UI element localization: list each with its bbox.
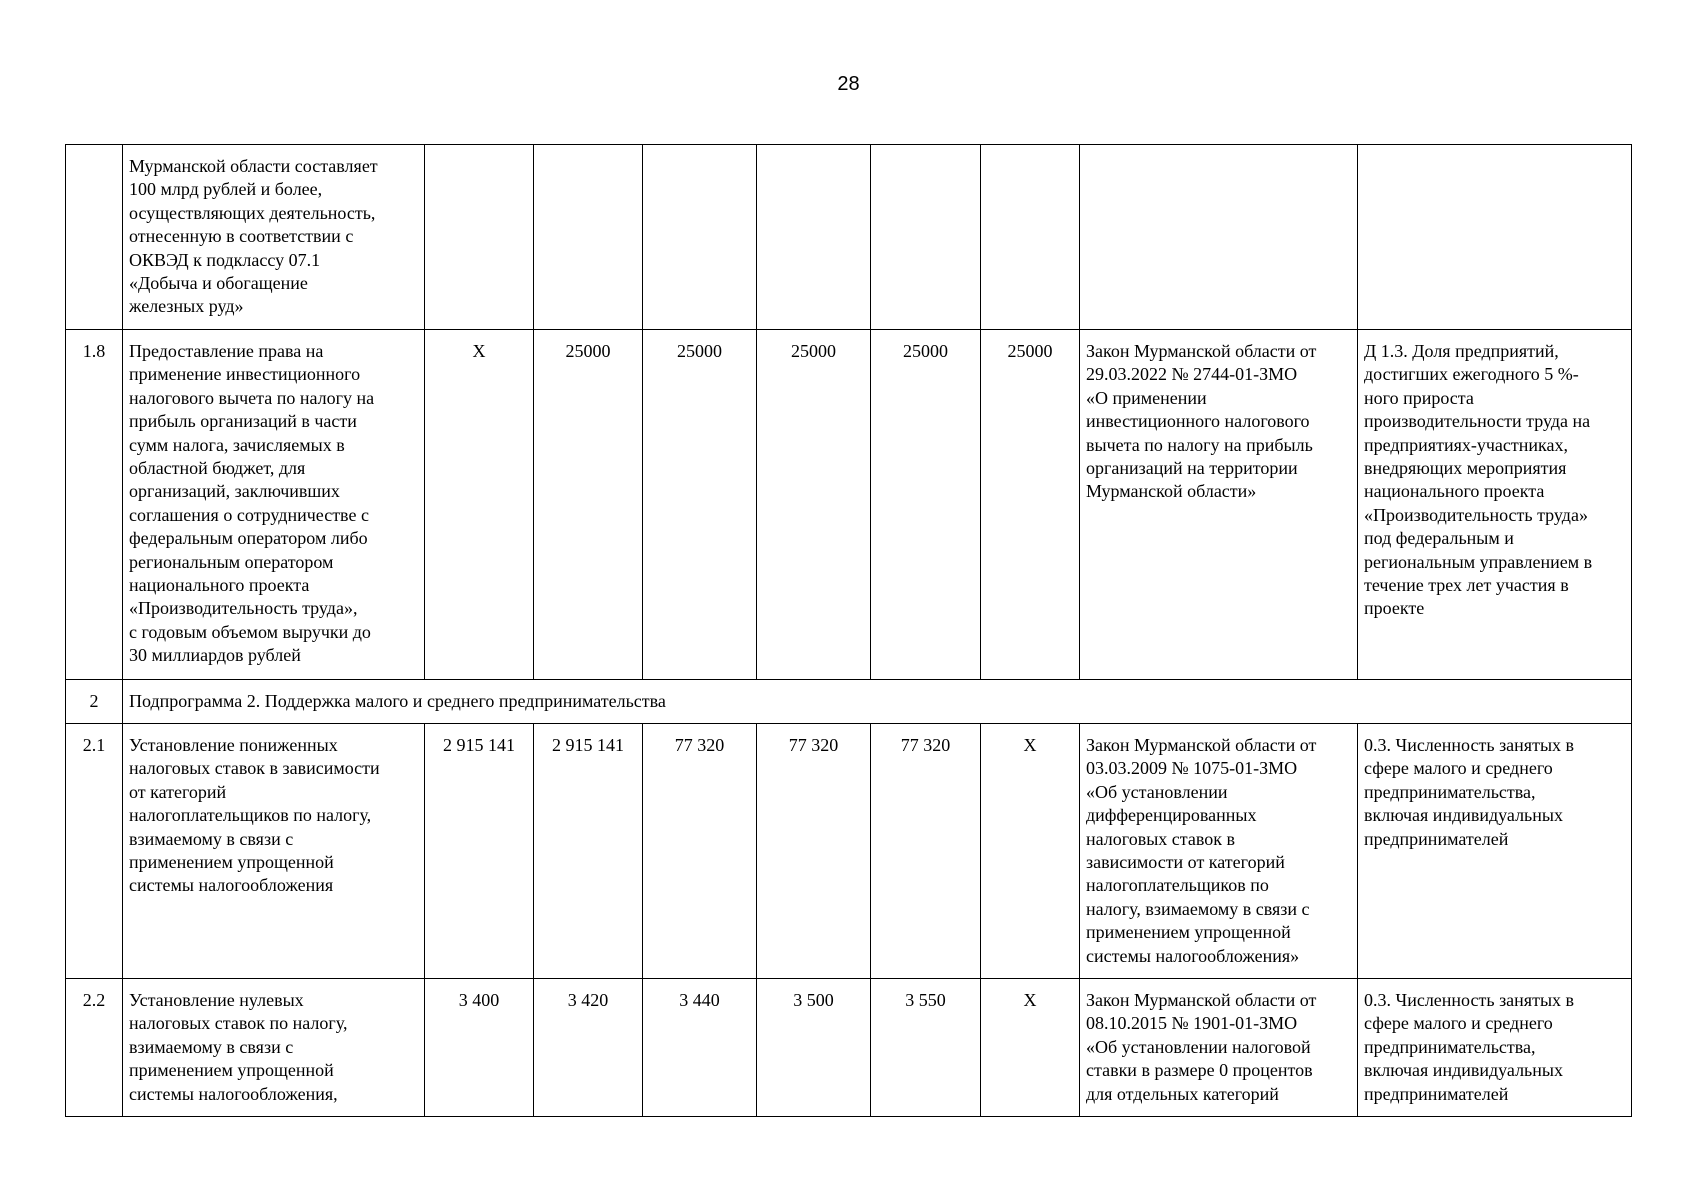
indicator-line: «Производительность труда»: [1364, 504, 1588, 525]
measure-name-line: системы налогообложения: [129, 875, 334, 896]
indicator-line: внедряющих мероприятия: [1364, 458, 1567, 479]
legal-act-line: налогоплательщиков по: [1086, 875, 1269, 896]
legal-act-line: Закон Мурманской области от: [1086, 341, 1317, 361]
indicator-line: включая индивидуальных: [1364, 1060, 1563, 1081]
indicator-cell: [1358, 724, 1632, 979]
legal-act-line: Мурманской области»: [1086, 481, 1257, 502]
value-cell-v2: 25000: [534, 330, 643, 680]
indicator-line: сфере малого и среднего: [1364, 1013, 1553, 1034]
indicator-line: предпринимательства,: [1364, 781, 1536, 802]
indicator-line: предприятиях-участниках,: [1364, 434, 1568, 455]
indicator-line: течение трех лет участия в: [1364, 575, 1569, 596]
indicator-line: производительности труда на: [1364, 411, 1591, 432]
measure-name-cell: [123, 145, 425, 330]
table-row: [66, 680, 1632, 724]
subprogram-title: Подпрограмма 2. Поддержка малого и среднего предпринимательства: [123, 680, 1632, 724]
row-number: [66, 145, 123, 330]
indicator-line: предпринимателей: [1364, 1083, 1509, 1104]
indicator-cell: [1358, 330, 1632, 680]
legal-act-line: 08.10.2015 № 1901-01-ЗМО: [1086, 1013, 1298, 1034]
legal-act-line: «Об установлении налоговой: [1086, 1036, 1311, 1057]
value-cell-v2: [534, 145, 643, 330]
indicator-line: под федеральным и: [1364, 528, 1514, 549]
row-number: 2: [66, 680, 123, 724]
legal-act-line: «О применении: [1086, 387, 1207, 408]
value-cell-v6: Х: [981, 724, 1080, 979]
value-cell-v2: 2 915 141: [534, 724, 643, 979]
tax-expenditure-table: [65, 144, 1632, 1117]
measure-name-line: железных руд»: [129, 296, 244, 317]
value-cell-v5: [871, 145, 981, 330]
row-number: 1.8: [66, 330, 123, 680]
measure-name-line: осуществляющих деятельность,: [129, 202, 376, 223]
measure-name-line: налоговых ставок в зависимости: [129, 758, 380, 779]
legal-act-cell: [1080, 330, 1358, 680]
legal-act-cell: [1080, 145, 1358, 330]
value-cell-v1: [425, 145, 534, 330]
measure-name-line: соглашения о сотрудничестве с: [129, 504, 369, 525]
measure-name-line: «Добыча и обогащение: [129, 273, 308, 294]
legal-act-line: «Об установлении: [1086, 781, 1228, 802]
measure-name-line: налоговых ставок по налогу,: [129, 1013, 348, 1034]
value-cell-v3: 3 440: [643, 979, 757, 1117]
legal-act-line: 03.03.2009 № 1075-01-ЗМО: [1086, 758, 1298, 779]
legal-act-line: ставки в размере 0 процентов: [1086, 1060, 1313, 1081]
measure-name-line: применением упрощенной: [129, 1060, 334, 1081]
measure-name-line: Мурманской области составляет: [129, 156, 378, 176]
indicator-line: Д 1.3. Доля предприятий,: [1364, 341, 1559, 361]
indicator-cell: [1358, 979, 1632, 1117]
indicator-line: ного прироста: [1364, 387, 1474, 408]
indicator-line: национального проекта: [1364, 481, 1545, 502]
indicator-line: 0.3. Численность занятых в: [1364, 990, 1575, 1010]
legal-act-line: применением упрощенной: [1086, 922, 1291, 943]
measure-name-cell: [123, 330, 425, 680]
value-cell-v5: 77 320: [871, 724, 981, 979]
indicator-line: проекте: [1364, 598, 1425, 619]
measure-name-line: сумм налога, зачисляемых в: [129, 434, 345, 455]
row-number: 2.2: [66, 979, 123, 1117]
value-cell-v6: [981, 145, 1080, 330]
table-row: [66, 330, 1632, 680]
measure-name-line: взимаемому в связи с: [129, 828, 294, 849]
table-row: [66, 724, 1632, 979]
measure-name-line: 100 млрд рублей и более,: [129, 179, 323, 200]
measure-name-cell: [123, 979, 425, 1117]
table-row: [66, 979, 1632, 1117]
indicator-line: 0.3. Численность занятых в: [1364, 735, 1575, 755]
legal-act-line: зависимости от категорий: [1086, 852, 1285, 873]
measure-name-line: с годовым объемом выручки до: [129, 621, 371, 642]
table-row: [66, 145, 1632, 330]
measure-name-line: ОКВЭД к подклассу 07.1: [129, 249, 321, 270]
value-cell-v4: 25000: [757, 330, 871, 680]
value-cell-v3: [643, 145, 757, 330]
value-cell-v5: 3 550: [871, 979, 981, 1117]
measure-name-line: отнесенную в соответствии с: [129, 226, 354, 247]
legal-act-line: системы налогообложения»: [1086, 945, 1300, 966]
legal-act-cell: [1080, 724, 1358, 979]
measure-name-line: федеральным оператором либо: [129, 528, 368, 549]
value-cell-v3: 25000: [643, 330, 757, 680]
legal-act-line: 29.03.2022 № 2744-01-ЗМО: [1086, 364, 1298, 385]
value-cell-v2: 3 420: [534, 979, 643, 1117]
indicator-line: включая индивидуальных: [1364, 805, 1563, 826]
measure-name-line: организаций, заключивших: [129, 481, 340, 502]
legal-act-line: организаций на территории: [1086, 458, 1298, 479]
measure-name-line: от категорий: [129, 781, 227, 802]
legal-act-line: инвестиционного налогового: [1086, 411, 1310, 432]
measure-name-line: налогового вычета по налогу на: [129, 387, 375, 408]
legal-act-line: вычета по налогу на прибыль: [1086, 434, 1313, 455]
legal-act-line: Закон Мурманской области от: [1086, 990, 1317, 1010]
measure-name-line: Установление пониженных: [129, 735, 338, 755]
legal-act-line: дифференцированных: [1086, 805, 1257, 826]
legal-act-cell: [1080, 979, 1358, 1117]
measure-name-line: взимаемому в связи с: [129, 1036, 294, 1057]
indicator-line: сфере малого и среднего: [1364, 758, 1553, 779]
value-cell-v6: Х: [981, 979, 1080, 1117]
measure-name-line: системы налогообложения,: [129, 1083, 338, 1104]
value-cell-v4: [757, 145, 871, 330]
legal-act-line: Закон Мурманской области от: [1086, 735, 1317, 755]
indicator-line: региональным управлением в: [1364, 551, 1593, 572]
indicator-line: достигших ежегодного 5 %-: [1364, 364, 1579, 385]
value-cell-v5: 25000: [871, 330, 981, 680]
indicator-cell: [1358, 145, 1632, 330]
indicator-line: предпринимательства,: [1364, 1036, 1536, 1057]
measure-name-line: налогоплательщиков по налогу,: [129, 805, 372, 826]
measure-name-cell: [123, 724, 425, 979]
measure-name-line: национального проекта: [129, 575, 310, 596]
page-number: 28: [837, 73, 860, 95]
value-cell-v3: 77 320: [643, 724, 757, 979]
value-cell-v4: 3 500: [757, 979, 871, 1117]
legal-act-line: налогу, взимаемому в связи с: [1086, 898, 1310, 919]
measure-name-line: Предоставление права на: [129, 341, 324, 361]
legal-act-line: для отдельных категорий: [1086, 1083, 1279, 1104]
row-number: 2.1: [66, 724, 123, 979]
measure-name-line: региональным оператором: [129, 551, 334, 572]
legal-act-line: налоговых ставок в: [1086, 828, 1235, 849]
value-cell-v1: Х: [425, 330, 534, 680]
measure-name-line: применение инвестиционного: [129, 364, 361, 385]
measure-name-line: «Производительность труда»,: [129, 598, 358, 619]
measure-name-line: 30 миллиардов рублей: [129, 645, 301, 666]
measure-name-line: прибыль организаций в части: [129, 411, 357, 432]
measure-name-line: Установление нулевых: [129, 990, 304, 1010]
indicator-line: предпринимателей: [1364, 828, 1509, 849]
value-cell-v4: 77 320: [757, 724, 871, 979]
measure-name-line: областной бюджет, для: [129, 458, 306, 479]
measure-name-line: применением упрощенной: [129, 852, 334, 873]
value-cell-v1: 3 400: [425, 979, 534, 1117]
value-cell-v1: 2 915 141: [425, 724, 534, 979]
value-cell-v6: 25000: [981, 330, 1080, 680]
